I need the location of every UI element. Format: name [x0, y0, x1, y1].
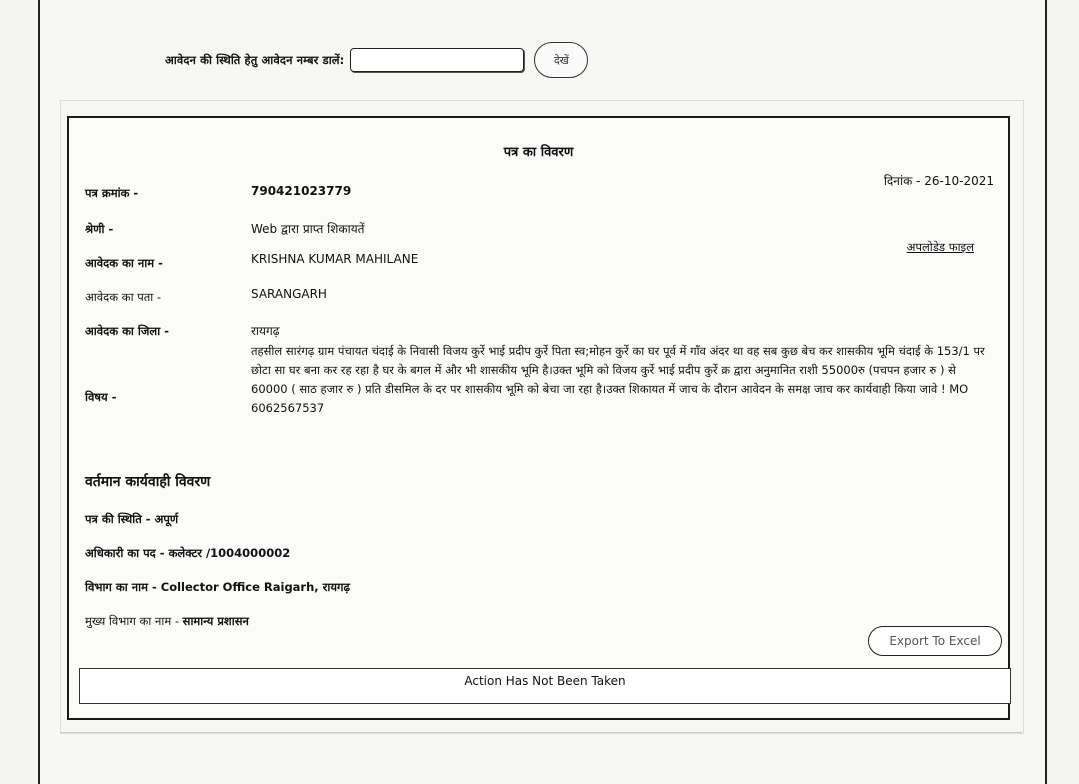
applicant-address-value: SARANGARH: [251, 287, 327, 301]
search-label: आवेदन की स्थिति हेतु आवेदन नम्बर डालें:: [165, 52, 345, 67]
main-department-value: सामान्य प्रशासन: [182, 614, 249, 628]
card-title: पत्र का विवरण: [503, 145, 574, 160]
category-value: Web द्वारा प्राप्त शिकायतें: [251, 222, 365, 236]
applicant-address-label: आवेदक का पता -: [85, 290, 162, 304]
category-label: श्रेणी -: [85, 222, 114, 236]
letter-status-value: अपूर्ण: [154, 512, 179, 526]
action-status-bar: [79, 668, 1011, 704]
letter-status: [85, 512, 178, 527]
view-button[interactable]: देखें: [534, 42, 588, 78]
uploaded-file-link[interactable]: अपलोडेड फाइल: [906, 240, 974, 254]
applicant-district-value: रायगढ़: [251, 324, 280, 338]
letter-status-label: पत्र की स्थिति -: [85, 512, 155, 526]
export-to-excel-button[interactable]: Export To Excel: [868, 626, 1002, 656]
department-name-value: Collector Office Raigarh, रायगढ़: [160, 580, 350, 594]
subject-value: तहसील सारंगढ़ ग्राम पंचायत चंदाई के निवासी विजय कुर्रे भाई प्रदीप कुर्रे पिता स्व;मोहन कुर्रे का घर पूर्व में गाँव अंदर था वह सब कुछ बेच कर शासकीय भूमि चंदाई के 153/1 पर छोटा सा घर बना कर रह रहा है घर के बगल में और भी शासकीय भूमि है।उक्त भूमि को विजय कुर्रे भाई प्रदीप कुर्रे क्र द्वारा अनुमानित राशी 55000रु (पचपन हजार रु ) से 60000 ( साठ हजार रु ) प्रति डीसमिल के दर पर शासकीय भूमि को बेचा जा रहा है।उक्त शिकायत में जाच के दौरान आवेदन के समक्ष जाच कर कार्यवाही किया जावे ! MO 6062567537: [251, 344, 985, 415]
date-label: दिनांक - 26-10-2021: [883, 174, 994, 188]
current-action-title: वर्तमान कार्यवाही विवरण: [85, 474, 211, 490]
officer-post: [85, 546, 290, 561]
officer-post-label: अधिकारी का पद -: [85, 546, 169, 560]
applicant-name-value: KRISHNA KUMAR MAHILANE: [251, 252, 419, 266]
applicant-name-label: आवेदक का नाम -: [85, 256, 163, 270]
officer-post-value: कलेक्टर /1004000002: [168, 546, 291, 560]
department-name: [85, 580, 350, 595]
applicant-district-label: आवेदक का जिला -: [85, 324, 169, 338]
subject-label: विषय -: [85, 390, 117, 404]
application-number-input[interactable]: [350, 48, 524, 72]
letter-no-label: पत्र क्रमांक -: [85, 186, 139, 200]
letter-details-card: [67, 116, 1010, 720]
main-department-label: मुख्य विभाग का नाम -: [85, 614, 183, 628]
main-department-name: [85, 614, 249, 629]
search-row: [165, 44, 588, 76]
letter-no-value: 790421023779: [251, 184, 352, 198]
action-status-text: Action Has Not Been Taken: [464, 674, 626, 688]
bottom-divider: [60, 732, 1022, 733]
department-name-label: विभाग का नाम -: [85, 580, 161, 594]
